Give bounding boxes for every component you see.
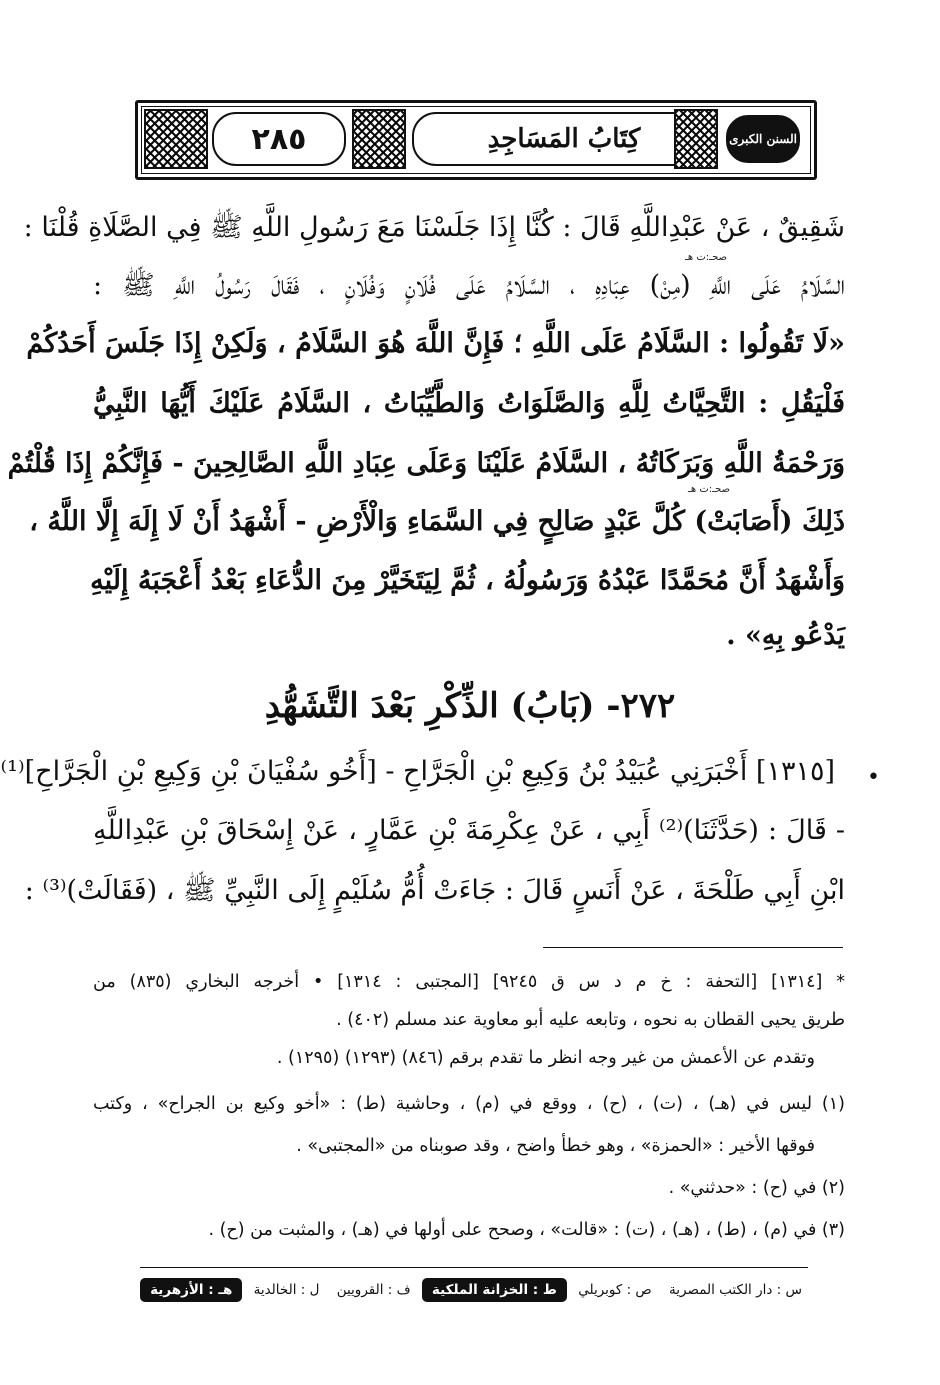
body-line-2: السَّلَامُ عَلَى اللَّهِ (مِنْ) عِبَادِهِ ، السَّلَامُ عَلَى فُلَانٍ وَفُلَانٍ ، فَقَالَ رَسُولُ اللَّهِ ﷺ : — [93, 270, 845, 301]
footnote-takhrij-1: * [١٣١٤] [التحفة : خ م د س ق ٩٢٤٥] [المجتبى : ١٣١٤] • أخرجه البخاري (٨٣٥) من — [93, 972, 846, 992]
ornament-left-inner — [352, 109, 406, 169]
source-sad: ص : كوبريلي — [578, 1282, 652, 1298]
footnote-1-line-2: فوقها الأخير : «الحمزة» ، وهو خطأ واضح ، وقد صوبناه من «المجتبى» . — [296, 1136, 815, 1156]
body-line-5: وَرَحْمَةُ اللَّهِ وَبَرَكَاتُهُ ، السَّلَامُ عَلَيْنَا وَعَلَى عِبَادِ اللَّهِ الصَّالِحِينَ - فَإِنَّكُمْ إِذَا قُلْتُمْ — [7, 448, 845, 479]
manuscript-sources-bar — [140, 1274, 808, 1306]
sources-rule — [140, 1267, 808, 1268]
source-s: س : دار الكتب المصرية — [669, 1282, 802, 1298]
margin-marker-2: صحـ:ت هـ — [688, 484, 731, 495]
footnote-3: (٣) في (م) ، (ط) ، (هـ) ، (ت) : «قالت» ، وصحح على أولها في (هـ) ، والمثبت من (ح) . — [208, 1220, 845, 1240]
hadith-line-1: [١٣١٥] أَخْبَرَنِي عُبَيْدُ بْنُ وَكِيعِ بْنِ الْجَرَّاحِ - [أَخُو سُفْيَانَ بْنِ وَكِيعِ بْنِ الْجَرَّاحِ]⁽¹⁾ — [0, 756, 835, 787]
footnote-2: (٢) في (ح) : «حدثني» . — [668, 1178, 845, 1198]
body-line-8: يَدْعُو بِهِ» . — [726, 620, 845, 651]
footnote-1-line-1: (١) ليس في (هـ) ، (ت) ، (ح) ، ووقع في (م) ، وحاشية (ط) : «أخو وكيع بن الجراح» ، وكتب — [93, 1094, 845, 1114]
body-line-3: «لَا تَقُولُوا : السَّلَامُ عَلَى اللَّهِ ؛ فَإِنَّ اللَّهَ هُوَ السَّلَامُ ، وَلَكِنْ إِذَا جَلَسَ أَحَدُكُمْ — [26, 328, 845, 359]
body-line-1: شَقِيقٌ ، عَنْ عَبْدِاللَّهِ قَالَ : كُنَّا إِذَا جَلَسْنَا مَعَ رَسُولِ اللَّهِ ﷺ فِي الصَّلَاةِ قُلْنَا : — [23, 212, 845, 243]
body-line-6: ذَلِكَ (أَصَابَتْ) كُلَّ عَبْدٍ صَالِحٍ فِي السَّمَاءِ وَالْأَرْضِ - أَشْهَدُ أَنْ لَا إِلَهَ إِلَّا اللَّهُ ، — [29, 506, 845, 537]
hadith-line-3: ابْنِ أَبِي طَلْحَةَ ، عَنْ أَنَسٍ قَالَ : جَاءَتْ أُمُّ سُلَيْمٍ إِلَى النَّبِيِّ ﷺ ، (فَقَالَتْ)⁽³⁾ : — [24, 875, 845, 906]
body-line-4: فَلْيَقُلِ : التَّحِيَّاتُ لِلَّهِ وَالصَّلَوَاتُ وَالطَّيِّبَاتُ ، السَّلَامُ عَلَيْكَ أَيُّهَا النَّبِيُّ — [93, 388, 845, 419]
chapter-title: كِتَابُ المَسَاجِدِ — [412, 112, 716, 166]
ornament-right-inner — [674, 109, 718, 169]
source-fa: ف : القرويين — [336, 1282, 411, 1298]
hadith-bullet: • — [867, 765, 880, 790]
ornament-left-outer — [144, 109, 208, 169]
page-header-band — [135, 100, 817, 180]
margin-marker-1: صحـ:ت هـ — [685, 252, 728, 263]
footnote-takhrij-3: وتقدم عن الأعمش من غير وجه انظر ما تقدم برقم (٨٤٦) (١٢٩٣) (١٢٩٥) . — [276, 1048, 815, 1068]
source-ha: هـ : الأزهرية — [140, 1278, 242, 1302]
body-line-7: وَأَشْهَدُ أَنَّ مُحَمَّدًا عَبْدُهُ وَرَسُولُهُ ، ثُمَّ لِيَتَخَيَّرْ مِنَ الدُّعَاءِ بَعْدُ أَعْجَبَهُ إِلَيْهِ — [90, 565, 845, 596]
page-number: ٢٨٥ — [212, 112, 346, 166]
footnote-separator — [543, 947, 843, 948]
source-ta: ط : الخزانة الملكية — [422, 1278, 567, 1302]
source-lam: ل : الخالدية — [253, 1282, 320, 1298]
footnote-takhrij-2: طريق يحيى القطان به نحوه ، وتابعه عليه أبو معاوية عند مسلم (٤٠٢) . — [336, 1010, 845, 1030]
hadith-line-2: - قَالَ : (حَدَّثَنَا)⁽²⁾ أَبِي ، عَنْ عِكْرِمَةَ بْنِ عَمَّارٍ ، عَنْ إِسْحَاقَ بْنِ عَبْدِاللَّهِ — [93, 815, 846, 846]
section-heading: ٢٧٢- (بَابُ) الذِّكْرِ بَعْدَ التَّشَهُّدِ — [264, 686, 676, 726]
book-logo: السنن الكبرى — [726, 115, 800, 163]
